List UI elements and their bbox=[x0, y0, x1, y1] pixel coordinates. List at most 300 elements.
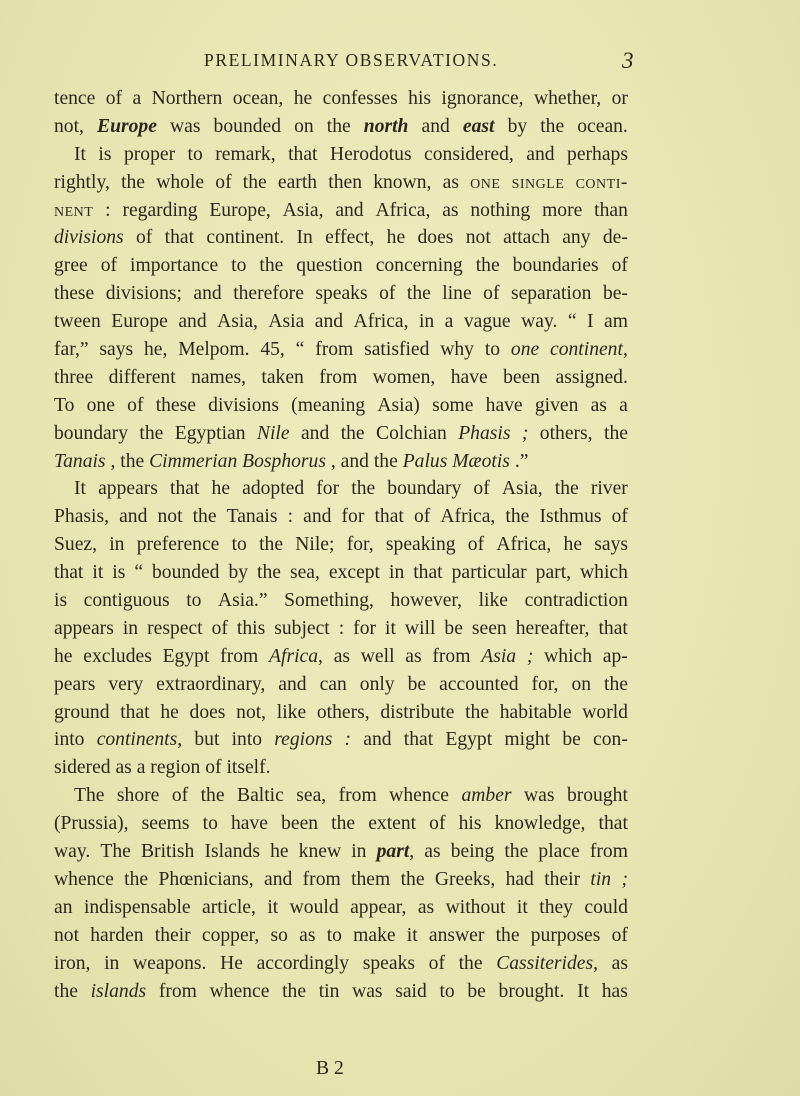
page-footer bbox=[0, 1058, 800, 1086]
word: ocean, bbox=[232, 88, 284, 109]
word: Cimmerian bbox=[149, 450, 238, 472]
word: like bbox=[276, 701, 307, 723]
word: to bbox=[439, 980, 455, 1002]
word: Phasis bbox=[458, 422, 511, 444]
word: Africa, bbox=[496, 534, 552, 556]
word: adopted bbox=[242, 478, 305, 500]
word: and bbox=[314, 311, 344, 333]
word: sidered bbox=[54, 757, 111, 779]
word: these bbox=[54, 283, 95, 305]
word: distribute bbox=[380, 701, 455, 723]
word: “ bbox=[134, 562, 144, 584]
word: divisions; bbox=[105, 283, 182, 305]
word: whence bbox=[209, 980, 270, 1002]
word: brought bbox=[566, 785, 628, 807]
text-line bbox=[54, 252, 628, 280]
word: more bbox=[542, 199, 583, 221]
word-group bbox=[269, 643, 323, 671]
word: proper bbox=[123, 143, 176, 165]
word: into bbox=[231, 729, 263, 751]
word: different bbox=[108, 366, 176, 388]
word: importance bbox=[130, 255, 219, 277]
word: Phasis, bbox=[54, 506, 109, 528]
word: from bbox=[158, 980, 197, 1002]
word: of bbox=[428, 952, 445, 974]
word: by bbox=[507, 115, 528, 137]
word: He bbox=[220, 952, 243, 974]
word: the bbox=[120, 450, 145, 472]
word: world bbox=[582, 701, 628, 723]
word: why bbox=[440, 339, 474, 361]
word: in bbox=[104, 952, 120, 974]
word: of bbox=[100, 255, 118, 277]
text-line bbox=[54, 503, 628, 531]
body-text bbox=[54, 85, 628, 1005]
word: bounded bbox=[152, 562, 220, 584]
word: from bbox=[589, 841, 628, 863]
word: the bbox=[257, 562, 281, 584]
word: of bbox=[611, 924, 628, 946]
word: seems bbox=[141, 813, 190, 835]
word: as bbox=[442, 199, 459, 221]
word: river bbox=[590, 478, 628, 500]
word: the bbox=[400, 868, 425, 890]
word: that bbox=[413, 562, 443, 584]
word: the bbox=[54, 980, 78, 1002]
word: Europe, bbox=[209, 199, 271, 221]
text-line bbox=[54, 559, 628, 587]
word: to bbox=[202, 813, 218, 835]
text-line bbox=[54, 643, 628, 671]
word: , bbox=[110, 450, 116, 472]
word: tence bbox=[54, 88, 96, 109]
text-line bbox=[54, 141, 628, 169]
word: and bbox=[335, 199, 364, 221]
word: that bbox=[170, 478, 200, 500]
word: of bbox=[611, 255, 628, 277]
word: the bbox=[200, 785, 225, 807]
word: the bbox=[340, 422, 365, 444]
word: of bbox=[467, 534, 485, 556]
word: part bbox=[376, 841, 410, 863]
word: speaks bbox=[362, 952, 415, 974]
word: as bbox=[299, 924, 316, 946]
word: he bbox=[270, 841, 289, 863]
word: as bbox=[333, 645, 351, 667]
word: rightly, bbox=[54, 171, 110, 193]
word: continents bbox=[96, 729, 178, 751]
word: harden bbox=[90, 924, 144, 946]
word: itself. bbox=[226, 757, 271, 779]
word: to bbox=[231, 255, 247, 277]
word: the bbox=[139, 422, 164, 444]
word: their bbox=[154, 924, 191, 946]
word: it bbox=[516, 896, 528, 918]
word: accordingly bbox=[256, 952, 350, 974]
word: from bbox=[319, 366, 358, 388]
word: Isthmus bbox=[539, 506, 602, 528]
word: some bbox=[432, 394, 474, 416]
word: accounted bbox=[439, 673, 519, 695]
word: been bbox=[281, 813, 319, 835]
word: brought. bbox=[498, 980, 565, 1002]
word: iron, bbox=[54, 952, 91, 974]
word: was bbox=[352, 980, 383, 1002]
word: the bbox=[121, 171, 145, 193]
word: only bbox=[359, 673, 395, 695]
word: Bosphorus bbox=[242, 450, 326, 472]
word: be bbox=[407, 673, 427, 695]
word: so bbox=[270, 924, 288, 946]
word: can bbox=[319, 673, 347, 695]
word: of bbox=[171, 785, 189, 807]
word: of bbox=[379, 283, 396, 305]
word: far,” bbox=[54, 339, 89, 361]
word: answer bbox=[428, 924, 485, 946]
word: or bbox=[611, 88, 628, 109]
word: for bbox=[341, 506, 365, 528]
word: whether, bbox=[533, 88, 602, 109]
word: : bbox=[287, 506, 294, 528]
word: had bbox=[505, 868, 534, 890]
text-line bbox=[54, 224, 628, 252]
word: an bbox=[54, 896, 73, 918]
word: “ bbox=[567, 311, 577, 333]
word: it bbox=[267, 896, 279, 918]
running-head: PRELIMINARY OBSERVATIONS. bbox=[204, 50, 499, 70]
word: them bbox=[351, 868, 391, 890]
word: from bbox=[338, 785, 377, 807]
word-group bbox=[452, 448, 528, 476]
word: says bbox=[99, 339, 134, 361]
word: assigned. bbox=[555, 366, 628, 388]
word: would bbox=[289, 896, 339, 918]
word: therefore bbox=[233, 283, 304, 305]
word: Nile bbox=[256, 422, 290, 444]
word: British bbox=[140, 841, 195, 863]
word: as bbox=[405, 645, 422, 667]
word: to bbox=[326, 924, 342, 946]
text-line bbox=[54, 475, 628, 503]
word: to bbox=[231, 534, 247, 556]
word: of bbox=[215, 171, 232, 193]
word: Tanais bbox=[54, 450, 106, 472]
word: Cassiterides bbox=[496, 952, 594, 974]
word: might bbox=[504, 729, 551, 751]
word: line bbox=[442, 283, 472, 305]
word: does bbox=[189, 701, 226, 723]
word: taken bbox=[261, 366, 304, 388]
word: ; bbox=[521, 422, 529, 444]
word: question bbox=[296, 255, 363, 277]
word: earth bbox=[277, 171, 318, 193]
word: It bbox=[74, 143, 86, 165]
word: amber bbox=[461, 785, 512, 807]
word: single bbox=[511, 171, 565, 193]
text-line bbox=[54, 308, 628, 336]
word: is bbox=[54, 590, 68, 612]
word: and bbox=[264, 868, 293, 890]
word: have bbox=[485, 394, 523, 416]
word: is bbox=[112, 562, 126, 584]
word: as bbox=[417, 896, 435, 918]
word: that bbox=[120, 701, 150, 723]
word: not bbox=[465, 227, 491, 249]
word: of bbox=[483, 283, 500, 305]
word: by bbox=[228, 562, 249, 584]
word: remark, bbox=[215, 143, 276, 165]
word: the bbox=[373, 450, 398, 472]
word: a bbox=[132, 88, 142, 109]
word: it bbox=[92, 562, 104, 584]
word: he bbox=[563, 534, 583, 556]
word: his bbox=[408, 88, 432, 109]
text-line bbox=[54, 169, 628, 197]
word: knew bbox=[298, 841, 342, 863]
word: the bbox=[406, 283, 431, 305]
text-line bbox=[54, 392, 628, 420]
word: he bbox=[160, 701, 179, 723]
word: .” bbox=[514, 450, 529, 472]
word: in bbox=[418, 311, 435, 333]
word: Asia, bbox=[501, 478, 543, 500]
word: whence bbox=[389, 785, 450, 807]
word: separation bbox=[510, 283, 592, 305]
word: the bbox=[495, 924, 520, 946]
word: be bbox=[467, 980, 486, 1002]
word: of bbox=[105, 88, 123, 109]
text-line bbox=[54, 197, 628, 225]
word: pears bbox=[54, 673, 96, 695]
word: regions bbox=[274, 729, 333, 751]
word: the bbox=[259, 255, 284, 277]
word: whole bbox=[156, 171, 205, 193]
word: the bbox=[475, 255, 500, 277]
word: of bbox=[429, 813, 446, 835]
word: habitable bbox=[499, 701, 572, 723]
word: they bbox=[539, 896, 573, 918]
word: being bbox=[450, 841, 495, 863]
word: and bbox=[421, 115, 450, 137]
word: , bbox=[622, 339, 628, 361]
word: Asia.” bbox=[218, 590, 268, 612]
text-line bbox=[54, 671, 628, 699]
word: of bbox=[136, 227, 153, 249]
word: the bbox=[192, 506, 217, 528]
word: way. bbox=[54, 841, 91, 863]
word: “ bbox=[295, 339, 305, 361]
word: was bbox=[169, 115, 201, 137]
word: indispensable bbox=[83, 896, 191, 918]
word: appears bbox=[54, 617, 114, 639]
word: the bbox=[505, 506, 530, 528]
word: he bbox=[386, 227, 406, 249]
word: than bbox=[594, 199, 628, 221]
word: hereafter, bbox=[515, 617, 590, 639]
word: , bbox=[409, 841, 415, 863]
word: whence bbox=[54, 868, 114, 890]
word: into bbox=[54, 729, 85, 751]
word: place bbox=[538, 841, 580, 863]
word: part, bbox=[535, 562, 572, 584]
word: well bbox=[360, 645, 395, 667]
word: Asia) bbox=[377, 394, 420, 416]
word: Northern bbox=[151, 88, 223, 109]
page-header bbox=[0, 50, 800, 80]
word: perhaps bbox=[567, 143, 628, 165]
text-line bbox=[54, 838, 628, 866]
word: it bbox=[406, 924, 418, 946]
word: contiguous bbox=[83, 590, 170, 612]
word: , bbox=[177, 729, 183, 751]
word: have bbox=[450, 366, 488, 388]
text-line bbox=[54, 587, 628, 615]
word: but bbox=[194, 729, 220, 751]
word: says bbox=[594, 534, 628, 556]
word: given bbox=[534, 394, 579, 416]
word: con- bbox=[593, 729, 628, 751]
text-line bbox=[54, 699, 628, 727]
word: however, bbox=[390, 590, 463, 612]
text-line bbox=[54, 866, 628, 894]
word: Palus bbox=[402, 450, 448, 472]
word: he bbox=[293, 88, 313, 109]
word: extent bbox=[368, 813, 417, 835]
word: boundary bbox=[54, 422, 129, 444]
word: ; bbox=[621, 868, 628, 890]
word: ; bbox=[526, 645, 534, 667]
word: is bbox=[98, 143, 112, 165]
word: east bbox=[462, 115, 495, 137]
word: that bbox=[374, 506, 404, 528]
word: could bbox=[584, 896, 628, 918]
word: as bbox=[590, 394, 607, 416]
word: The bbox=[100, 841, 131, 863]
word: continent. bbox=[206, 227, 285, 249]
word: Africa, bbox=[353, 311, 409, 333]
word: article, bbox=[202, 896, 256, 918]
text-line bbox=[54, 894, 628, 922]
word: be bbox=[444, 617, 463, 639]
word: and bbox=[340, 450, 369, 472]
word: I bbox=[587, 311, 594, 333]
word: and bbox=[278, 673, 307, 695]
word: Egypt bbox=[162, 645, 210, 667]
word: Nile; bbox=[295, 534, 335, 556]
word: like bbox=[478, 590, 508, 612]
word: was bbox=[524, 785, 555, 807]
word: and bbox=[300, 422, 330, 444]
word: 45, bbox=[260, 339, 285, 361]
word: for bbox=[353, 617, 377, 639]
word: the bbox=[604, 673, 628, 695]
word: from bbox=[220, 645, 259, 667]
word: which bbox=[544, 645, 593, 667]
word: it bbox=[385, 617, 396, 639]
word: the bbox=[351, 478, 376, 500]
word: very bbox=[108, 673, 144, 695]
word: for bbox=[316, 478, 340, 500]
word: ap- bbox=[602, 645, 628, 667]
word: the bbox=[540, 115, 565, 137]
word: Egypt bbox=[445, 729, 493, 751]
word: divisions bbox=[54, 227, 124, 249]
word-group bbox=[496, 950, 598, 978]
word: have bbox=[230, 813, 268, 835]
word: of bbox=[473, 478, 490, 500]
word: Melpom. bbox=[178, 339, 250, 361]
word: others, bbox=[539, 422, 593, 444]
word: boundaries bbox=[512, 255, 599, 277]
word: then bbox=[328, 171, 362, 193]
word: Colchian bbox=[376, 422, 447, 444]
text-line bbox=[54, 85, 628, 113]
word: one bbox=[86, 394, 115, 416]
word: the bbox=[604, 422, 628, 444]
word: not, bbox=[236, 701, 267, 723]
word: not bbox=[54, 924, 80, 946]
word: copper, bbox=[201, 924, 260, 946]
word: Africa bbox=[269, 645, 319, 667]
word: the bbox=[504, 841, 529, 863]
word: not bbox=[157, 506, 183, 528]
word: Greeks, bbox=[434, 868, 496, 890]
word: from bbox=[302, 868, 341, 890]
word: on bbox=[294, 115, 314, 137]
word: tin bbox=[318, 980, 340, 1002]
word: as bbox=[442, 171, 459, 193]
word: one bbox=[510, 339, 540, 361]
word: in bbox=[389, 562, 405, 584]
word: as bbox=[115, 757, 132, 779]
word: of bbox=[211, 617, 228, 639]
word: has bbox=[601, 980, 628, 1002]
word: that bbox=[164, 227, 195, 249]
word: make bbox=[353, 924, 396, 946]
word: regarding bbox=[122, 199, 198, 221]
word: contradiction bbox=[524, 590, 628, 612]
word: not, bbox=[54, 115, 84, 137]
word: shore bbox=[116, 785, 160, 807]
word: speaking bbox=[385, 534, 456, 556]
word: gree bbox=[54, 255, 88, 277]
word: said bbox=[395, 980, 427, 1002]
word: to bbox=[484, 339, 501, 361]
word: satisfied bbox=[364, 339, 430, 361]
word: , bbox=[330, 450, 336, 472]
word: ground bbox=[54, 701, 110, 723]
text-line bbox=[54, 922, 628, 950]
word: weapons. bbox=[133, 952, 207, 974]
word: women, bbox=[372, 366, 436, 388]
word-group bbox=[97, 726, 182, 754]
page-number: 3 bbox=[622, 48, 634, 73]
word: Africa, bbox=[440, 506, 496, 528]
word: for, bbox=[531, 673, 559, 695]
text-line bbox=[54, 531, 628, 559]
word: speaks bbox=[315, 283, 368, 305]
word: am bbox=[604, 311, 628, 333]
word: In bbox=[296, 227, 313, 249]
word: purposes bbox=[530, 924, 601, 946]
word: It bbox=[74, 478, 86, 500]
word: vague bbox=[463, 311, 511, 333]
word: he bbox=[211, 478, 231, 500]
word: : bbox=[105, 199, 111, 221]
word: ignorance, bbox=[441, 88, 524, 109]
word: and bbox=[193, 283, 222, 305]
word: Mæotis bbox=[452, 450, 510, 472]
